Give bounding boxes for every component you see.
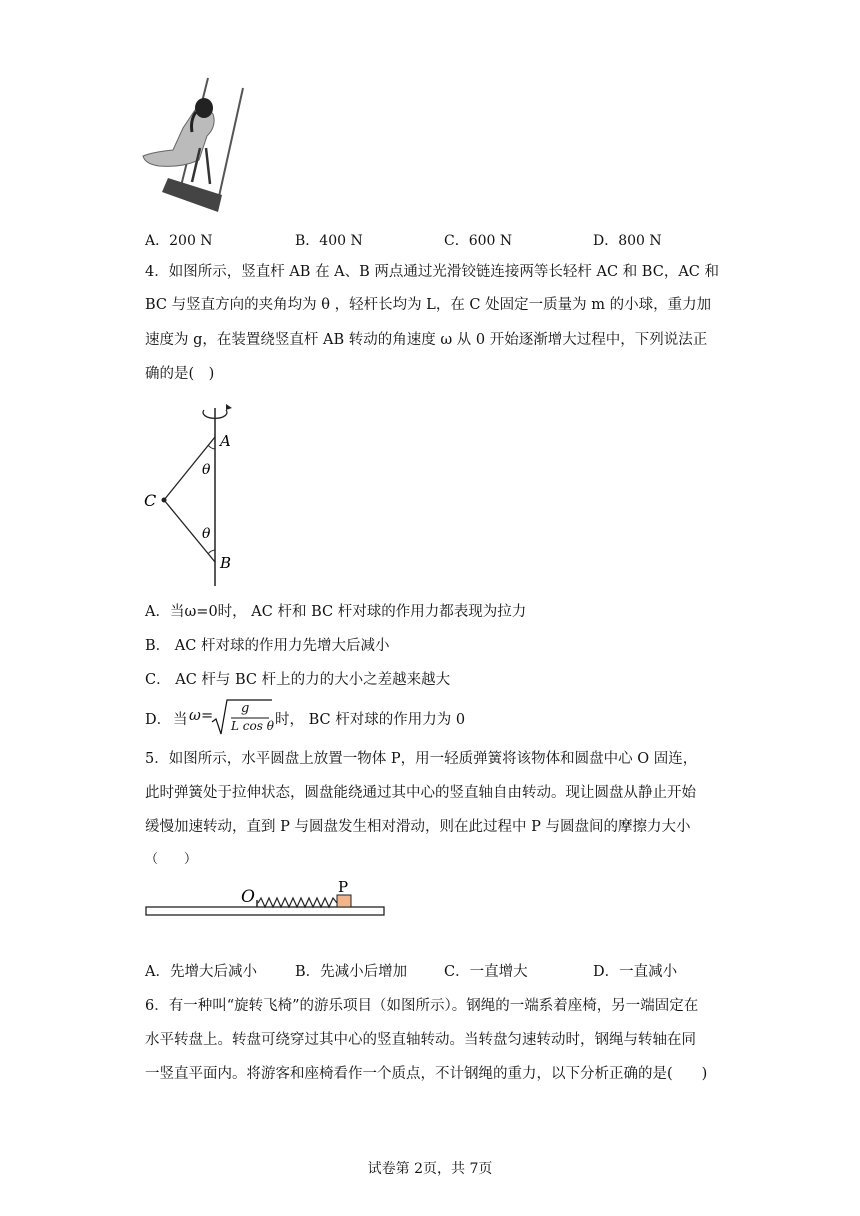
- q4-option-c: C． AC 杆与 BC 杆上的力的大小之差越来越大: [145, 672, 451, 688]
- q4-option-a: A．当ω=0时， AC 杆和 BC 杆对球的作用力都表现为拉力: [145, 604, 527, 620]
- q3-option-a: A．200 N: [145, 233, 213, 249]
- q5-option-d: D．一直减小: [593, 964, 678, 980]
- q5-option-a: A．先增大后减小: [145, 964, 257, 980]
- label-p: P: [338, 878, 349, 896]
- q3-option-c: C．600 N: [444, 233, 513, 249]
- q5-stem-line-2: 此时弹簧处于拉伸状态，圆盘能绕通过其中心的竖直轴自由转动。现让圆盘从静止开始: [145, 785, 696, 801]
- q5-disc-spring-diagram: [140, 874, 390, 920]
- swing-girl-illustration: [140, 70, 255, 220]
- q4-stem-line-3: 速度为 g，在装置绕竖直杆 AB 转动的角速度 ω 从 0 开始逐渐增大过程中，下列说法正: [145, 332, 708, 348]
- q3-option-b: B．400 N: [295, 233, 363, 249]
- q6-stem-line-1: 6．有一种叫“旋转飞椅”的游乐项目（如图所示）。钢绳的一端系着座椅，另一端固定在: [145, 998, 699, 1014]
- q4-option-b: B． AC 杆对球的作用力先增大后减小: [145, 638, 390, 654]
- label-theta-top: θ: [202, 462, 211, 478]
- q5-option-c: C．一直增大: [444, 964, 528, 980]
- page-footer: 试卷第 2页，共 7页: [367, 1161, 493, 1177]
- q5-option-b: B．先减小后增加: [295, 964, 408, 980]
- q5-stem-line-1: 5．如图所示，水平圆盘上放置一物体 P，用一轻质弹簧将该物体和圆盘中心 O 固连，: [145, 751, 698, 767]
- q6-stem-line-3: 一竖直平面内。将游客和座椅看作一个质点，不计钢绳的重力，以下分析正确的是( ): [145, 1066, 708, 1082]
- q5-stem-line-4: （ ）: [145, 852, 198, 867]
- q4-stem-line-1: 4．如图所示，竖直杆 AB 在 A、B 两点通过光滑铰链连接两等长轻杆 AC 和 BC，AC 和: [145, 264, 720, 280]
- label-theta-bottom: θ: [202, 526, 211, 542]
- label-a: A: [220, 432, 231, 450]
- label-b: B: [220, 554, 232, 572]
- label-c: C: [144, 491, 157, 510]
- q5-stem-line-3: 缓慢加速转动，直到 P 与圆盘发生相对滑动，则在此过程中 P 与圆盘间的摩擦力大小: [145, 819, 691, 835]
- q4-stem-line-4: 确的是( ): [145, 366, 215, 382]
- label-o: O: [241, 887, 255, 907]
- q6-stem-line-2: 水平转盘上。转盘可绕穿过其中心的竖直轴转动。当转盘匀速转动时，钢绳与转轴在同: [145, 1032, 696, 1048]
- q4-stem-line-2: BC 与竖直方向的夹角均为 θ ，轻杆长均为 L，在 C 处固定一质量为 m 的小球，重力加: [145, 297, 712, 313]
- q4-rod-diagram: [140, 400, 250, 590]
- q3-option-d: D．800 N: [593, 233, 662, 249]
